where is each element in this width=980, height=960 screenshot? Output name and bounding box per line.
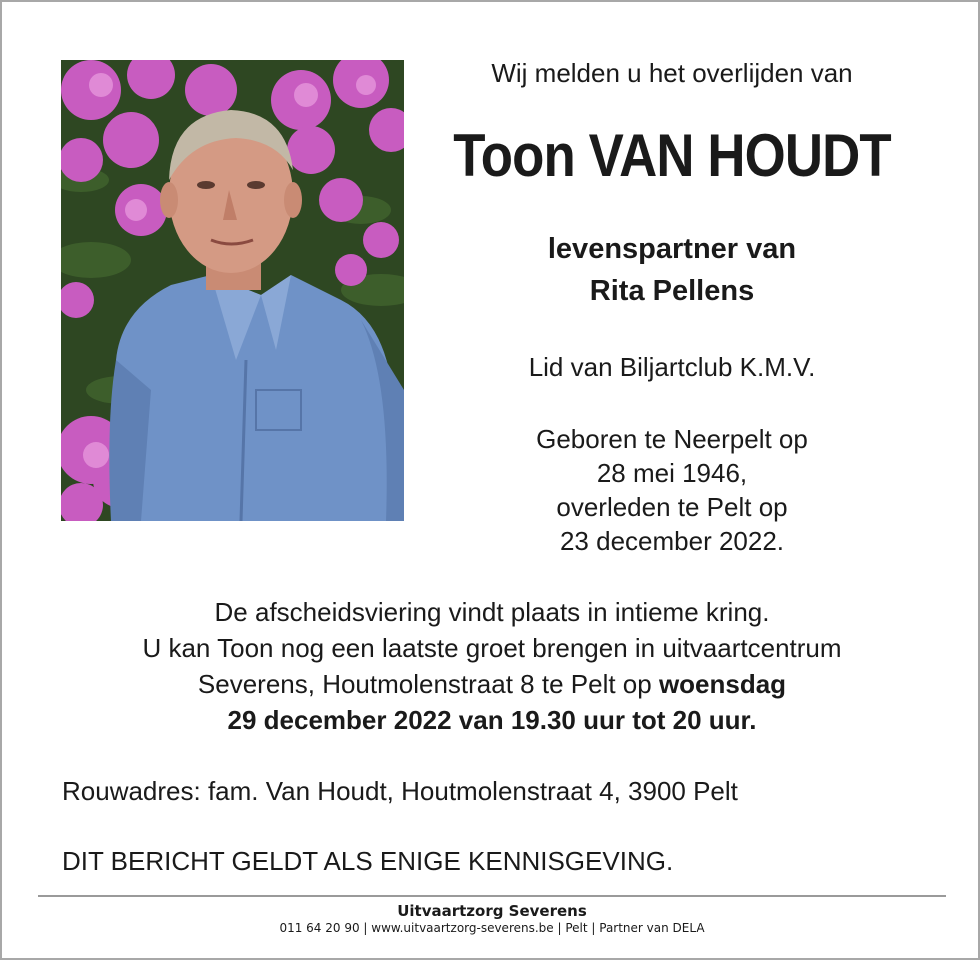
footer-divider [38, 895, 946, 897]
death-date: 23 december 2022. [559, 526, 785, 556]
ceremony-details [42, 594, 942, 738]
birth-line: Geboren te Neerpelt op [536, 424, 808, 454]
deceased-name: Toon VAN HOUDT [453, 122, 891, 189]
intro-text: Wij melden u het overlijden van [491, 58, 853, 88]
partner-name: Rita Pellens [589, 275, 755, 307]
portrait-illustration [61, 60, 404, 521]
birth-date: 28 mei 1946, [596, 458, 748, 488]
mourning-address: Rouwadres: fam. Van Houdt, Houtmolenstraat 4, 3900 Pelt [62, 776, 738, 806]
life-dates [422, 422, 922, 558]
funeral-company-info: 011 64 20 90 | www.uitvaartzorg-severens.be | Pelt | Partner van DELA [279, 921, 705, 935]
death-line: overleden te Pelt op [556, 492, 788, 522]
ceremony-location: Severens, Houtmolenstraat 8 te Pelt op [197, 669, 659, 699]
partner-label: levenspartner van [547, 233, 797, 265]
notice-text: DIT BERICHT GELDT ALS ENIGE KENNISGEVING. [62, 846, 674, 876]
ceremony-line-4 [42, 702, 942, 738]
funeral-company-name: Uitvaartzorg Severens [397, 902, 587, 920]
ceremony-datetime: 29 december 2022 van 19.30 uur tot 20 uur. [227, 705, 757, 735]
ceremony-weekday: woensdag [658, 669, 787, 699]
ceremony-line-3 [42, 666, 942, 702]
ceremony-line-2: U kan Toon nog een laatste groet brengen in uitvaartcentrum [142, 633, 842, 663]
ceremony-line-1: De afscheidsviering vindt plaats in intieme kring. [214, 597, 770, 627]
membership-text: Lid van Biljartclub K.M.V. [528, 352, 816, 382]
portrait-photo [61, 60, 404, 521]
